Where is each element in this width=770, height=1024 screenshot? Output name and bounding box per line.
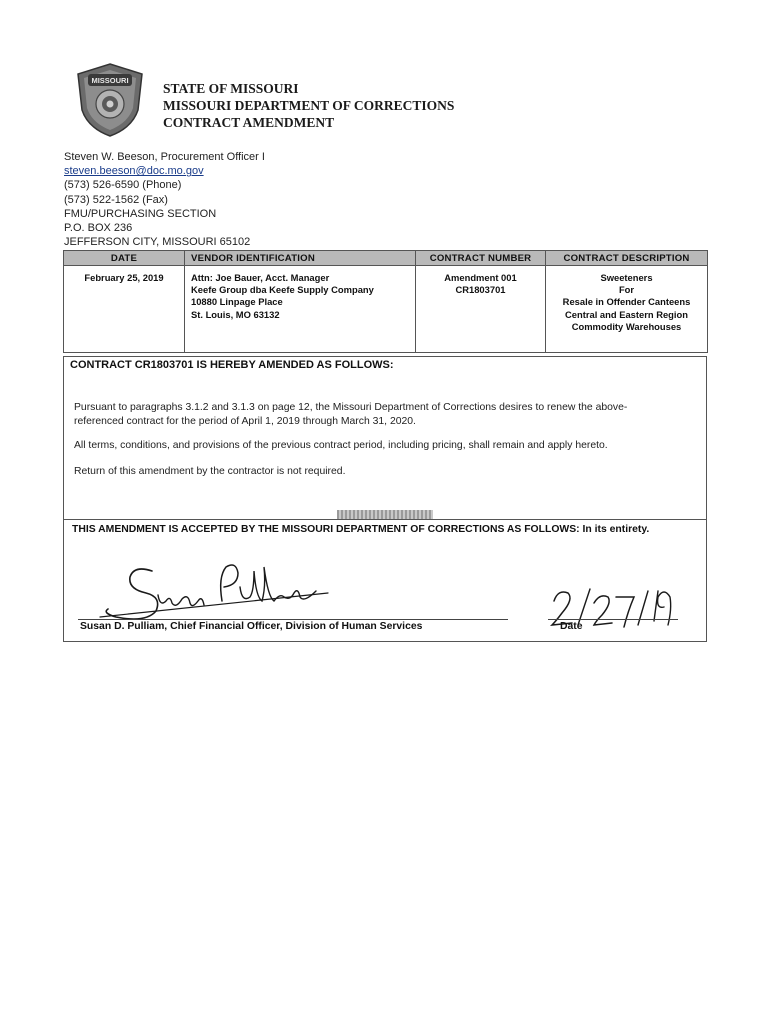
date-label: Date: [560, 621, 583, 632]
description-line: Central and Eastern Region: [565, 308, 688, 320]
description-line: Resale in Offender Canteens: [562, 296, 691, 308]
paragraph-line: Return of this amendment by the contractor is not required.: [74, 466, 346, 477]
contract-number-cell: [416, 266, 546, 353]
state-title: STATE OF MISSOURI: [163, 81, 299, 96]
section-divider: [64, 519, 706, 520]
redaction-strip: [337, 510, 433, 519]
section-name: FMU/PURCHASING SECTION: [64, 207, 217, 220]
date-cell: [64, 266, 185, 353]
description-line: Sweeteners: [600, 272, 653, 283]
vendor-company: Keefe Group dba Keefe Supply Company: [191, 284, 374, 296]
vendor-city: St. Louis, MO 63132: [191, 308, 280, 320]
description-line: Commodity Warehouses: [571, 320, 682, 332]
vendor-cell: [185, 266, 416, 353]
contract-description-header: CONTRACT DESCRIPTION: [546, 251, 708, 266]
city-state-zip: JEFFERSON CITY, MISSOURI 65102: [64, 236, 251, 249]
renewal-paragraph: [74, 401, 627, 428]
vendor-header: VENDOR IDENTIFICATION: [185, 251, 416, 266]
paragraph-line: referenced contract for the period of April 1, 2019 through March 31, 2020.: [74, 415, 416, 427]
contract-number-header: CONTRACT NUMBER: [416, 251, 546, 266]
department-title: MISSOURI DEPARTMENT OF CORRECTIONS: [163, 98, 455, 113]
document-header: [163, 80, 454, 131]
signature-image: [94, 557, 334, 627]
amendment-heading: CONTRACT CR1803701 IS HEREBY AMENDED AS FOLLOWS:: [70, 359, 394, 371]
return-paragraph: [74, 465, 345, 479]
phone-number: (573) 526-6590 (Phone): [64, 179, 182, 192]
email-link[interactable]: steven.beeson@doc.mo.gov: [64, 165, 204, 178]
vendor-attn: Attn: Joe Bauer, Acct. Manager: [191, 272, 330, 283]
signer-name-title: Susan D. Pulliam, Chief Financial Officer, Division of Human Services: [80, 621, 423, 632]
table-header-row: [64, 251, 708, 266]
contract-info-table: [63, 250, 708, 353]
signature-line: [78, 619, 508, 620]
fax-number: (573) 522-1562 (Fax): [64, 193, 168, 206]
document-title: CONTRACT AMENDMENT: [163, 115, 335, 130]
contract-number: CR1803701: [455, 284, 506, 296]
amendment-section: [63, 356, 707, 642]
terms-paragraph: [74, 439, 608, 453]
missouri-corrections-seal-icon: [72, 62, 148, 138]
date-line: [548, 619, 678, 620]
paragraph-line: Pursuant to paragraphs 3.1.2 and 3.1.3 on page 12, the Missouri Department of Corrections desires to renew the above-: [74, 402, 628, 413]
amendment-number: Amendment 001: [444, 272, 517, 283]
amendment-date: February 25, 2019: [84, 272, 164, 283]
description-line: For: [618, 284, 635, 296]
svg-text:MISSOURI: MISSOURI: [91, 76, 129, 85]
table-row: [64, 266, 708, 353]
procurement-officer: Steven W. Beeson, Procurement Officer I: [64, 151, 265, 163]
contact-block: [64, 150, 265, 249]
contract-description-cell: [546, 266, 708, 353]
date-header: DATE: [64, 251, 185, 266]
acceptance-statement: THIS AMENDMENT IS ACCEPTED BY THE MISSOURI DEPARTMENT OF CORRECTIONS AS FOLLOWS: In its entirety.: [72, 524, 650, 535]
vendor-street: 10880 Linpage Place: [191, 296, 283, 308]
po-box: P.O. BOX 236: [64, 222, 133, 235]
paragraph-line: All terms, conditions, and provisions of the previous contract period, including pricing, shall remain and apply hereto.: [74, 440, 608, 451]
